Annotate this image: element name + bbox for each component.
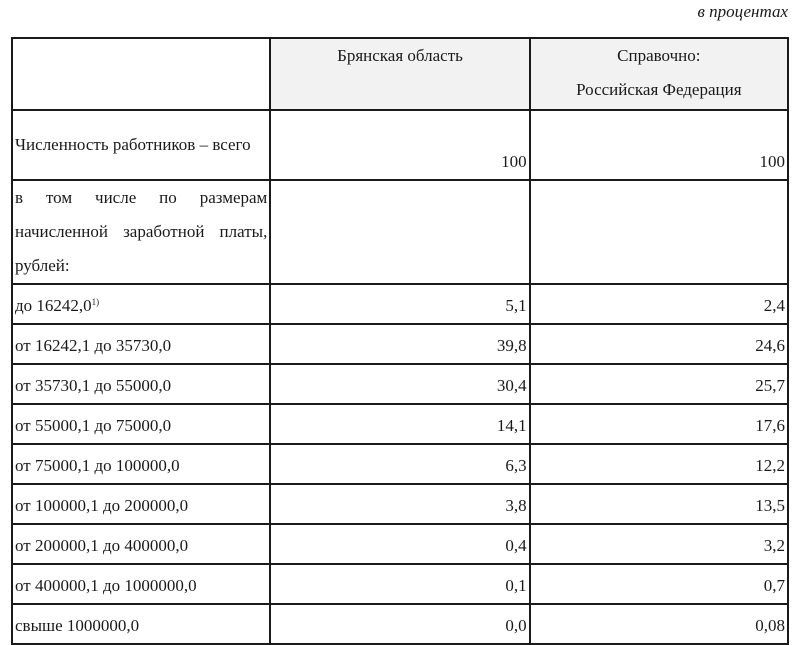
row-label [12,564,270,604]
row-russia-value: 0,7 [530,564,788,604]
row-region-value: 0,4 [270,524,529,564]
table-row [12,524,788,564]
row-label-text: от 55000,1 до 75000,0 [15,416,172,435]
row-region-value: 39,8 [270,324,529,364]
row-label-text: от 200000,1 до 400000,0 [15,536,189,555]
row-russia-value: 25,7 [530,364,788,404]
table-row [12,324,788,364]
table-row [12,484,788,524]
row-russia-value: 0,08 [530,604,788,644]
header-region-label: Брянская область [337,46,463,65]
wage-distribution-table [11,37,789,645]
row-label [12,604,270,644]
data-rows [12,284,788,644]
row-region-value: 30,4 [270,364,529,404]
row-label [12,404,270,444]
table-row [12,564,788,604]
header-region [270,38,529,110]
row-russia-value: 12,2 [530,444,788,484]
header-russia [530,38,788,110]
table-row [12,404,788,444]
row-region-value: 3,8 [270,484,529,524]
subheader-row [12,180,788,284]
footnote-mark: 1) [91,297,100,307]
row-label-text: свыше 1000000,0 [15,616,140,635]
row-russia-value: 2,4 [530,284,788,324]
header-row [12,38,788,110]
header-blank-cell [12,38,270,110]
row-label [12,524,270,564]
row-label-text: до 16242,0 [15,296,92,315]
row-label-text: от 16242,1 до 35730,0 [15,336,172,355]
row-region-value: 14,1 [270,404,529,444]
row-label [12,364,270,404]
table-row [12,444,788,484]
table-row [12,604,788,644]
row-russia-value: 13,5 [530,484,788,524]
row-russia-value: 24,6 [530,324,788,364]
subheader-label: в том числе по размерам начисленной заработной платы, рублей: [12,180,270,284]
subheader-region-empty [270,180,529,284]
row-label-text: от 400000,1 до 1000000,0 [15,576,197,595]
row-region-value: 0,1 [270,564,529,604]
total-row [12,110,788,180]
total-row-region: 100 [270,110,529,180]
subheader-russia-empty [530,180,788,284]
unit-note: в процентах [697,2,788,21]
table-row [12,284,788,324]
row-label [12,484,270,524]
table-row [12,364,788,404]
row-region-value: 0,0 [270,604,529,644]
header-russia-line2: Российская Федерация [576,80,742,99]
row-label-text: от 75000,1 до 100000,0 [15,456,180,475]
row-label [12,284,270,324]
row-region-value: 5,1 [270,284,529,324]
row-russia-value: 17,6 [530,404,788,444]
row-label [12,444,270,484]
header-russia-line1: Справочно: [617,46,701,65]
total-row-label: Численность работников – всего [12,110,270,180]
total-row-russia: 100 [530,110,788,180]
row-label [12,324,270,364]
row-label-text: от 35730,1 до 55000,0 [15,376,172,395]
row-label-text: от 100000,1 до 200000,0 [15,496,189,515]
row-russia-value: 3,2 [530,524,788,564]
row-region-value: 6,3 [270,444,529,484]
